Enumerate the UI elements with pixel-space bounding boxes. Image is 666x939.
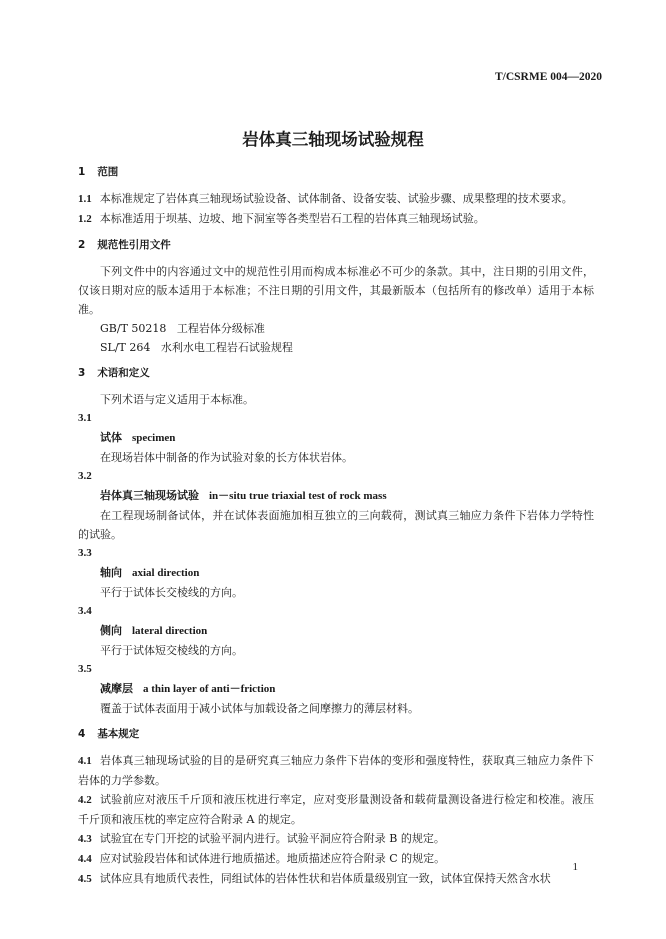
page-number: 1	[572, 861, 578, 873]
reference-1: GB/T 50218 工程岩体分级标准	[100, 322, 265, 335]
section-1-heading: 1 范围	[78, 166, 119, 178]
term-3-3-number: 3.3	[78, 547, 92, 559]
term-3-2-definition: 在工程现场制备试体，并在试体表面施加相互独立的三向载荷，测试真三轴应力条件下岩体力学特性的试验。	[78, 509, 594, 541]
term-3-3: 轴向 axial direction	[100, 566, 200, 579]
clause-4-5: 4.5 试体应具有地质代表性，同组试体的岩体性状和岩体质量级别宜一致，试体宜保持天然含水状	[78, 872, 551, 885]
term-3-5-definition: 覆盖于试体表面用于减小试体与加载设备之间摩擦力的薄层材料。	[100, 702, 419, 715]
term-3-3-definition: 平行于试体长交棱线的方向。	[100, 586, 243, 599]
term-3-5-number: 3.5	[78, 663, 92, 675]
section-4-heading: 4 基本规定	[78, 728, 140, 740]
term-3-1-definition: 在现场岩体中制备的作为试验对象的长方体状岩体。	[100, 451, 353, 464]
term-3-2: 岩体真三轴现场试验 in－situ true triaxial test of rock mass	[100, 489, 387, 502]
term-3-1: 试体 specimen	[100, 431, 176, 444]
section-2-heading: 2 规范性引用文件	[78, 239, 171, 251]
term-3-5: 减摩层 a thin layer of anti－friction	[100, 682, 276, 695]
term-3-4: 侧向 lateral direction	[100, 624, 208, 637]
clause-4-4: 4.4 应对试验段岩体和试体进行地质描述。地质描述应符合附录 C 的规定。	[78, 852, 446, 865]
term-3-1-number: 3.1	[78, 412, 92, 424]
section-3-heading: 3 术语和定义	[78, 367, 150, 379]
clause-4-1: 4.1 岩体真三轴现场试验的目的是研究真三轴应力条件下岩体的变形和强度特性，获取真三轴应力条件下岩体的力学参数。	[78, 754, 594, 787]
clause-4-2: 4.2 试验前应对液压千斤顶和液压枕进行率定，应对变形量测设备和载荷量测设备进行检定和校准。液压千斤顶和液压枕的率定应符合附录 A 的规定。	[78, 793, 594, 826]
reference-2: SL/T 264 水利水电工程岩石试验规程	[100, 341, 293, 354]
section-2-intro: 下列文件中的内容通过文中的规范性引用而构成本标准必不可少的条款。其中，注日期的引用文件，仅该日期对应的版本适用于本标准；不注日期的引用文件，其最新版本（包括所有的修改单）适用于本标准。	[78, 265, 594, 316]
standard-code: T/CSRME 004—2020	[494, 71, 602, 83]
clause-4-3: 4.3 试验宜在专门开挖的试验平洞内进行。试验平洞应符合附录 B 的规定。	[78, 832, 445, 845]
document-body	[78, 163, 594, 889]
section-3-intro: 下列术语与定义适用于本标准。	[100, 393, 254, 406]
document-title: 岩体真三轴现场试验规程	[242, 130, 424, 149]
term-3-4-number: 3.4	[78, 605, 92, 617]
term-3-2-number: 3.2	[78, 470, 92, 482]
term-3-4-definition: 平行于试体短交棱线的方向。	[100, 644, 243, 657]
clause-1-1: 1.1 本标准规定了岩体真三轴现场试验设备、试体制备、设备安装、试验步骤、成果整理的技术要求。	[78, 192, 573, 205]
clause-1-2: 1.2 本标准适用于坝基、边坡、地下洞室等各类型岩石工程的岩体真三轴现场试验。	[78, 212, 485, 225]
